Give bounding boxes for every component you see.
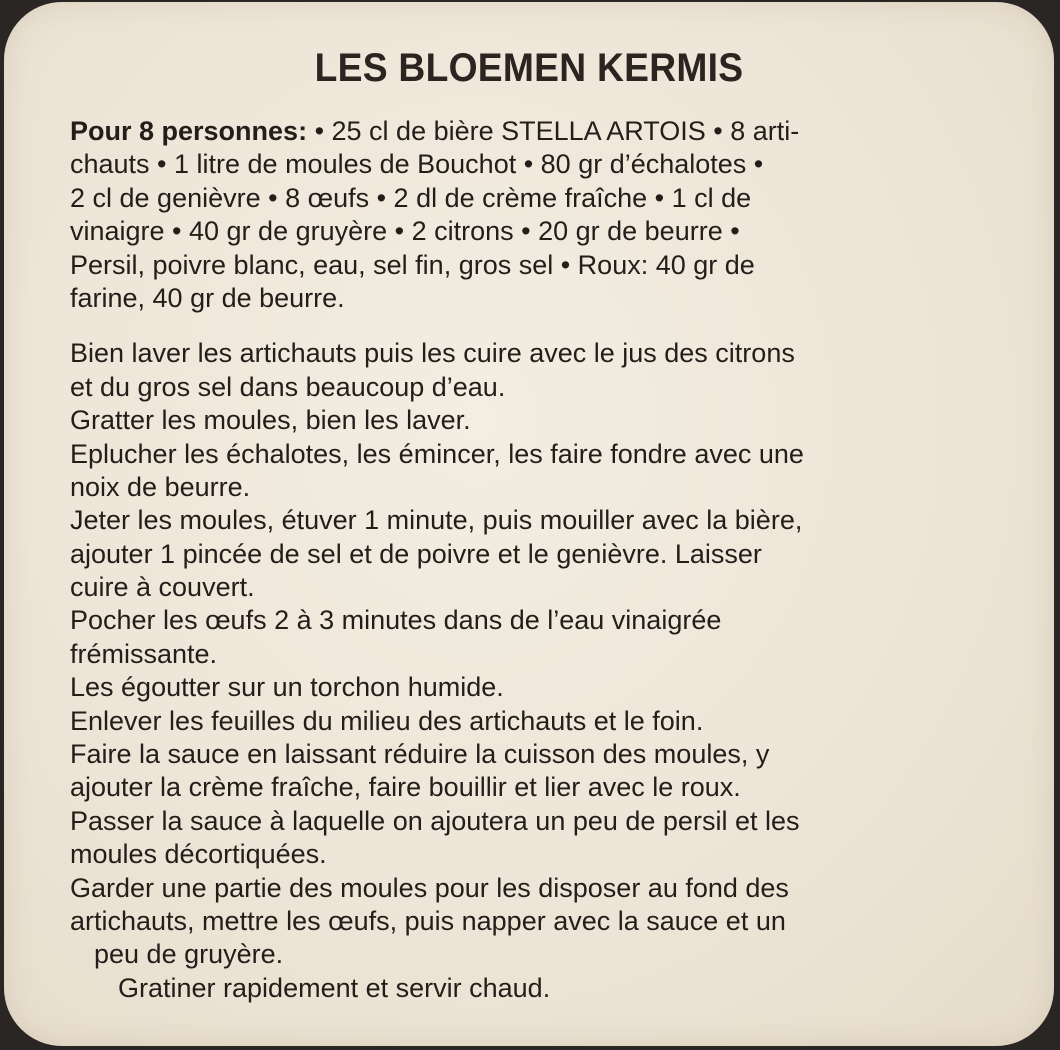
instruction-line: Enlever les feuilles du milieu des artichauts et le foin.: [70, 705, 704, 736]
instruction-line: Gratter les moules, bien les laver.: [70, 405, 471, 436]
instruction-line: Eplucher les échalotes, les émincer, les faire fondre avec une: [70, 438, 804, 469]
paragraph-spacer: [70, 315, 1030, 337]
recipe-title: LES BLOEMEN KERMIS: [314, 46, 744, 90]
instruction-line: cuire à couvert.: [70, 572, 255, 603]
ingredients-line: farine, 40 gr de beurre.: [70, 282, 345, 313]
instruction-line: Bien laver les artichauts puis les cuire avec le jus des citrons: [70, 338, 795, 369]
instruction-line: Les égoutter sur un torchon humide.: [70, 672, 504, 703]
instruction-line: frémissante.: [70, 638, 218, 669]
ingredients-line: 2 cl de genièvre • 8 œufs • 2 dl de crème fraîche • 1 cl de: [70, 182, 752, 213]
instruction-line: noix de beurre.: [70, 471, 251, 502]
instruction-line: Passer la sauce à laquelle on ajoutera un peu de persil et les: [70, 805, 800, 836]
instruction-line: Jeter les moules, étuver 1 minute, puis mouiller avec la bière,: [70, 505, 803, 536]
recipe-coaster: [4, 2, 1054, 1046]
instruction-line: et du gros sel dans beaucoup d’eau.: [70, 371, 506, 402]
instruction-line: ajouter 1 pincée de sel et de poivre et le genièvre. Laisser: [70, 538, 762, 569]
instruction-line: ajouter la crème fraîche, faire bouillir et lier avec le roux.: [70, 772, 741, 803]
ingredients-heading: Pour 8 personnes:: [70, 116, 308, 146]
ingredients-line: Persil, poivre blanc, eau, sel fin, gros sel • Roux: 40 gr de: [70, 249, 755, 280]
ingredients-line: vinaigre • 40 gr de gruyère • 2 citrons • 20 gr de beurre •: [70, 216, 740, 247]
instruction-line: peu de gruyère.: [94, 939, 284, 970]
instruction-line: artichauts, mettre les œufs, puis napper avec la sauce et un: [70, 905, 786, 936]
instruction-line: Faire la sauce en laissant réduire la cuisson des moules, y: [70, 739, 770, 770]
recipe-body: [70, 115, 1030, 1005]
instruction-line: Garder une partie des moules pour les disposer au fond des: [70, 872, 789, 903]
instruction-line: Pocher les œufs 2 à 3 minutes dans de l’eau vinaigrée: [70, 605, 722, 636]
ingredients-line: [70, 115, 1030, 148]
ingredients-line: chauts • 1 litre de moules de Bouchot • 80 gr d’échalotes •: [70, 149, 764, 180]
instruction-line: moules décortiquées.: [70, 839, 327, 870]
ingredients-line-text: • 25 cl de bière STELLA ARTOIS • 8 arti-: [307, 116, 800, 146]
instruction-line-final: Gratiner rapidement et servir chaud.: [118, 972, 551, 1003]
